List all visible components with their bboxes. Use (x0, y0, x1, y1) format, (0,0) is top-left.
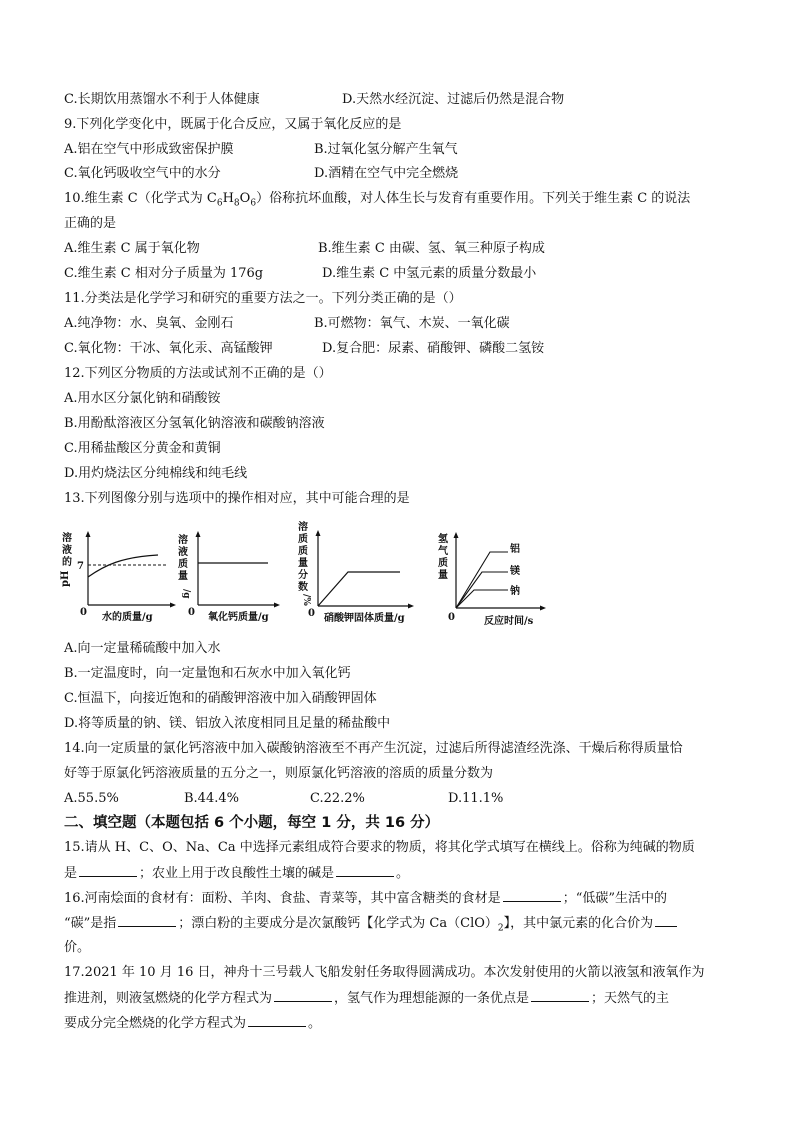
graph-b-ylabel-2: 液 (178, 547, 188, 558)
q10-option-c: C.维生素 C 相对分子质量为 176g (64, 266, 264, 281)
q11-option-b: B.可燃物：氧气、木炭、一氧化碳 (314, 316, 510, 331)
graph-c-ylabel-4: 量 (298, 558, 308, 569)
q14-option-a: A.55.5% (64, 791, 119, 806)
graph-b-ylabel-1: 溶 (178, 535, 188, 546)
graph-d-legend-mg: 镁 (510, 566, 520, 577)
q13-option-b: B.一定温度时，向一定量饱和石灰水中加入氧化钙 (64, 666, 351, 681)
graph-b-origin: 0 (188, 607, 195, 618)
q16-line-1: 16.河南烩面的食材有：面粉、羊肉、食盐、青菜等，其中富含糖类的食材是 ；“低碳”生活中的 (64, 891, 667, 906)
q14-option-d: D.11.1% (448, 791, 504, 806)
graph-a-curve (88, 555, 158, 577)
graph-d-y-arrow (454, 532, 459, 538)
graph-b-ylabel-5: /g (181, 589, 191, 599)
q15-line-1: 15.请从 H、C、O、Na、Ca 中选择元素组成符合要求的物质，将其化学式填写在横线上。俗称为纯碱的物质 (64, 840, 695, 855)
graph-c-ylabel-1: 溶 (298, 522, 308, 533)
graph-d-ylabel-4: 量 (438, 570, 448, 581)
graph-a-origin: 0 (80, 607, 87, 618)
graph-d-xlabel: 反应时间/s (484, 616, 534, 627)
graph-c-ylabel-3: 质 (298, 546, 308, 557)
q16-blank-1[interactable] (503, 889, 561, 902)
q9-option-c: C.氧化钙吸收空气中的水分 (64, 166, 221, 181)
q11-option-c: C.氧化物：干冰、氧化汞、高锰酸钾 (64, 341, 273, 356)
q15-blank-1[interactable] (79, 864, 137, 877)
graph-c-line (318, 572, 400, 606)
q10-option-b: B.维生素 C 由碳、氢、氧三种原子构成 (318, 241, 545, 256)
q16-blank-2[interactable] (118, 914, 176, 927)
q15-blank-2[interactable] (336, 864, 394, 877)
q17-line-3: 要成分完全燃烧的化学方程式为 。 (64, 1016, 322, 1031)
graph-d-legend-na: 钠 (510, 586, 520, 597)
graph-d-ylabel-3: 质 (438, 558, 448, 569)
q13-graph-a (60, 527, 180, 627)
graph-d-legend-al: 铝 (510, 544, 520, 555)
q10-stem: 10.维生素 C（化学式为 $C_6H_8O_6$）俗称抗坏血酸，对人体生长与发育有重要作用。下列关于维生素 C 的说法 (64, 191, 691, 209)
q17-line-2: 推进剂，则液氢燃烧的化学方程式为 ，氢气作为理想能源的一条优点是 ；天然气的主 (64, 991, 670, 1006)
q9-option-a: A.铝在空气中形成致密保护膜 (64, 142, 234, 157)
q13-graph-d (434, 530, 554, 630)
q14-option-c: C.22.2% (310, 791, 365, 806)
q8-option-c: C.长期饮用蒸馏水不利于人体健康 (64, 92, 260, 107)
section-2-title: 二、填空题（本题包括 6 个小题，每空 1 分，共 16 分） (64, 815, 440, 831)
q10-stem-cont: 正确的是 (64, 216, 117, 231)
q11-stem: 11.分类法是化学学习和研究的重要方法之一。下列分类正确的是（） (64, 291, 462, 306)
q16-blank-3[interactable] (655, 914, 677, 927)
q16-line-2: “碳”是指 ；漂白粉的主要成分是次氯酸钙【化学式为 $Ca(ClO)_2$】，其中氯元素的化合价为 (64, 914, 679, 938)
graph-c-ylabel-6: 数 (298, 582, 308, 593)
graph-d-ylabel-2: 气 (438, 546, 448, 557)
q17-blank-2[interactable] (531, 989, 589, 1002)
q14-stem-1: 14.向一定质量的氯化钙溶液中加入碳酸钠溶液至不再产生沉淀，过滤后所得滤渣经洗涤、干燥后称得质量恰 (64, 741, 683, 756)
q11-option-d: D.复合肥：尿素、硝酸钾、磷酸二氢铵 (322, 341, 545, 356)
graph-a-x-arrow (170, 603, 176, 608)
q14-option-b: B.44.4% (184, 791, 239, 806)
q17-blank-3[interactable] (248, 1014, 306, 1027)
graph-b-y-arrow (196, 531, 201, 537)
graph-a-seven: 7 (77, 561, 84, 572)
graph-a-xlabel: 水的质量/g (102, 612, 153, 623)
q10-option-a: A.维生素 C 属于氧化物 (64, 241, 200, 256)
q17-blank-1[interactable] (274, 989, 332, 1002)
q13-stem: 13.下列图像分别与选项中的操作相对应，其中可能合理的是 (64, 491, 410, 506)
graph-a-ylabel-2: 液 (62, 545, 72, 556)
graph-a-ylabel-1: 溶 (62, 533, 72, 544)
q12-stem: 12.下列区分物质的方法或试剂不正确的是（） (64, 366, 332, 381)
q12-option-b: B.用酚酞溶液区分氢氧化钠溶液和碳酸钠溶液 (64, 416, 325, 431)
q13-graph-b (178, 527, 283, 627)
graph-c-ylabel-5: 分 (298, 570, 308, 581)
graph-d-line-na (456, 590, 508, 608)
q14-stem-2: 好等于原氯化钙溶液质量的五分之一，则原氯化钙溶液的溶质的质量分数为 (64, 766, 494, 781)
q8-option-d: D.天然水经沉淀、过滤后仍然是混合物 (342, 92, 565, 107)
q9-stem: 9.下列化学变化中，既属于化合反应，又属于氧化反应的是 (64, 117, 402, 132)
graph-c-ylabel-2: 质 (298, 534, 308, 545)
q10-option-d: D.维生素 C 中氢元素的质量分数最小 (322, 266, 537, 281)
q9-option-d: D.酒精在空气中完全燃烧 (314, 166, 459, 181)
q13-option-d: D.将等质量的钠、镁、铝放入浓度相同且足量的稀盐酸中 (64, 716, 391, 731)
q13-option-c: C.恒温下，向接近饱和的硝酸钾溶液中加入硝酸钾固体 (64, 691, 377, 706)
graph-c-ylabel-7: /% (301, 594, 311, 606)
graph-a-ylabel-4: pH (60, 570, 71, 587)
q15-line-2: 是 ；农业上用于改良酸性土壤的碱是 。 (64, 866, 410, 881)
graph-b-x-arrow (274, 603, 280, 608)
graph-a-y-arrow (86, 531, 91, 537)
q12-option-a: A.用水区分氯化钠和硝酸铵 (64, 391, 221, 406)
graph-b-xlabel: 氧化钙质量/g (208, 612, 269, 623)
graph-c-y-arrow (316, 530, 321, 536)
q9-option-b: B.过氧化氢分解产生氧气 (314, 142, 458, 157)
graph-b-ylabel-4: 量 (178, 571, 188, 582)
q12-option-c: C.用稀盐酸区分黄金和黄铜 (64, 441, 221, 456)
q13-option-a: A.向一定量稀硫酸中加入水 (64, 641, 221, 656)
q13-graph-c (292, 520, 422, 628)
q12-option-d: D.用灼烧法区分纯棉线和纯毛线 (64, 466, 248, 481)
graph-b-ylabel-3: 质 (178, 559, 188, 570)
q11-option-a: A.纯净物：水、臭氧、金刚石 (64, 316, 234, 331)
graph-c-origin: 0 (308, 608, 315, 619)
graph-d-x-arrow (540, 606, 546, 611)
q16-line-3: 价。 (64, 940, 91, 955)
graph-a-ylabel-3: 的 (62, 557, 72, 568)
q17-line-1: 17.2021 年 10 月 16 日，神舟十三号载人飞船发射任务取得圆满成功。本次发射使用的火箭以液氢和液氧作为 (64, 965, 705, 980)
graph-d-ylabel-1: 氢 (438, 534, 448, 545)
graph-d-origin: 0 (448, 612, 455, 623)
graph-c-x-arrow (408, 604, 414, 609)
graph-c-xlabel: 硝酸钾固体质量/g (324, 613, 405, 624)
